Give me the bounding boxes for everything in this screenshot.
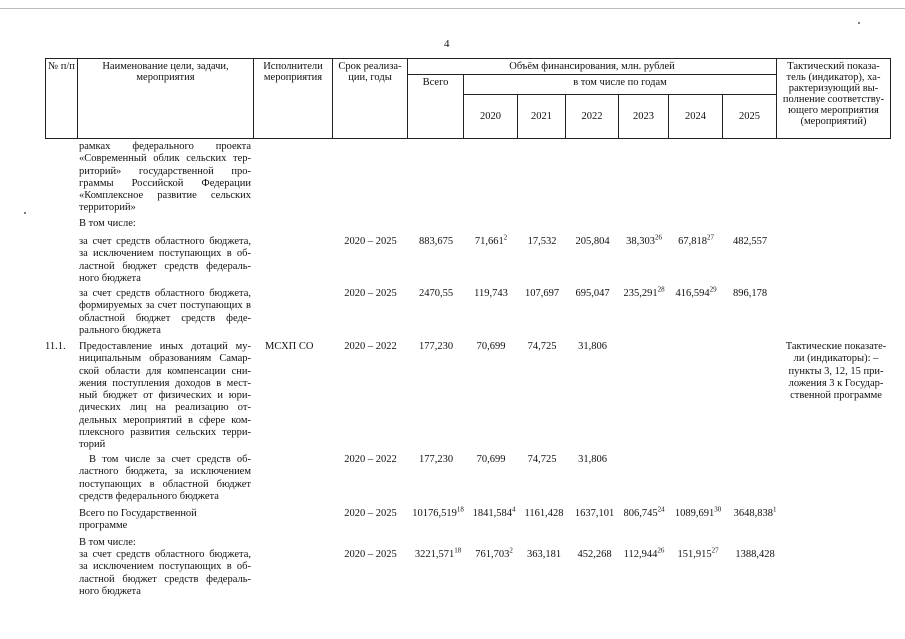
row-total: 2470,55: [418, 288, 454, 299]
row-2025: 1388,428: [735, 549, 775, 560]
row-2024: 151,915$^{27}$: [677, 546, 719, 560]
row-2022: 1637,101: [574, 508, 615, 519]
row-2025: 896,178: [732, 288, 768, 299]
row-total: 177,230: [418, 454, 454, 465]
row-2020: 119,743: [474, 288, 508, 299]
row-executor: МСХП СО: [265, 341, 314, 352]
row-2020: 1841,584$^4$: [472, 505, 516, 519]
row-2021: 107,697: [524, 288, 560, 299]
row-period: 2020 – 2025: [344, 236, 397, 247]
row-2021: 74,725: [527, 341, 557, 352]
row-2020: 761,703$^2$: [475, 546, 513, 560]
row-2025: 482,557: [732, 236, 768, 247]
header-year: 2023: [619, 95, 669, 139]
row-2023: 112,944$^{26}$: [623, 546, 665, 560]
header-indicator: Тактический показа-тель (индикатор), ха-рактеризующий вы-полнение соответству-ющего мероприятия (мероприятий): [777, 59, 891, 139]
row-2022: 205,804: [575, 236, 610, 247]
header-name: Наименование цели, задачи, мероприятия: [78, 59, 254, 139]
row-name: за счет средств областного бюджета, формируемых за счет поступающих в областной бюджет средств феде-рального бюджета: [79, 288, 251, 336]
row-name: за счет средств областного бюджета, за исключением поступающих в об-ластной бюджет средств федераль-ного бюджета: [79, 549, 251, 597]
row-name: Всего по Государственной программе: [79, 508, 197, 532]
row-2021: 1161,428: [524, 508, 564, 519]
top-rule: [0, 8, 905, 9]
header-year: 2022: [566, 95, 619, 139]
row-total: 177,230: [418, 341, 454, 352]
row-name: рамках федерального проекта «Современный облик сельских тер-риторий» государственной про-граммы Российской Федерации «Комплексное развитие сельских территорий»: [79, 141, 251, 214]
row-2024: 67,818$^{27}$: [678, 233, 714, 247]
row-total: 3221,571$^{18}$: [414, 546, 462, 560]
scan-speck: [858, 22, 860, 24]
header-executor: Исполнители мероприятия: [254, 59, 333, 139]
header-no: № п/п: [46, 59, 78, 139]
row-2024: 1089,691$^{30}$: [674, 505, 722, 519]
row-indicator: Тактические показате-ли (индикаторы): – пункты 3, 12, 15 при-ложения 3 к Государ-ственной программе: [785, 341, 887, 402]
header-year: 2020: [464, 95, 518, 139]
row-2020: 70,699: [476, 454, 506, 465]
row-name: В том числе:: [79, 537, 136, 548]
header-by-years: в том числе по годам: [464, 75, 777, 95]
row-period: 2020 – 2025: [344, 508, 397, 519]
row-2022: 695,047: [575, 288, 610, 299]
row-total: 883,675: [418, 236, 454, 247]
row-2023: 38,303$^{26}$: [626, 233, 662, 247]
row-period: 2020 – 2025: [344, 288, 397, 299]
row-2022: 31,806: [578, 341, 607, 352]
row-name: В том числе:: [79, 218, 136, 229]
row-number: 11.1.: [45, 341, 66, 352]
row-2021: 17,532: [527, 236, 557, 247]
row-period: 2020 – 2022: [344, 341, 397, 352]
row-period: 2020 – 2022: [344, 454, 397, 465]
page-number: 4: [444, 38, 450, 50]
row-2023: 806,745$^{24}$: [623, 505, 665, 519]
row-total: 10176,519$^{18}$: [412, 505, 464, 519]
row-2021: 363,181: [526, 549, 562, 560]
header-total: Всего: [408, 75, 464, 139]
row-2022: 31,806: [578, 454, 607, 465]
scan-speck: [24, 212, 26, 214]
row-period: 2020 – 2025: [344, 549, 397, 560]
row-name: за счет средств областного бюджета, за исключением поступающих в об-ластной бюджет средств федераль-ного бюджета: [79, 236, 251, 284]
row-2023: 235,291$^{28}$: [623, 285, 665, 299]
header-funding: Объём финансирования, млн. рублей: [408, 59, 777, 75]
row-2020: 70,699: [476, 341, 506, 352]
row-2020: 71,661$^2$: [474, 233, 508, 247]
row-name: Предоставление иных дотаций му-ниципальным образованиям Самар-ской области для компенсации сни-жения поступления доходов в мест-ный бюджет от физических и юри-дических лиц на реализацию от-дельных мероприятий в сфере ком-плексного развития сельских терри-торий: [79, 341, 251, 451]
header-year: 2024: [669, 95, 723, 139]
row-2022: 452,268: [577, 549, 612, 560]
table-header: [45, 58, 891, 139]
header-year: 2021: [518, 95, 566, 139]
row-2021: 74,725: [527, 454, 557, 465]
header-year: 2025: [723, 95, 777, 139]
header-period: Срок реализа-ции, годы: [333, 59, 408, 139]
row-2024: 416,594$^{29}$: [675, 285, 717, 299]
row-name: В том числе за счет средств об-ластного бюджета, за исключением поступающих в областной бюджет средств федерального бюджета: [79, 454, 251, 502]
row-2025: 3648,838$^1$: [733, 505, 777, 519]
